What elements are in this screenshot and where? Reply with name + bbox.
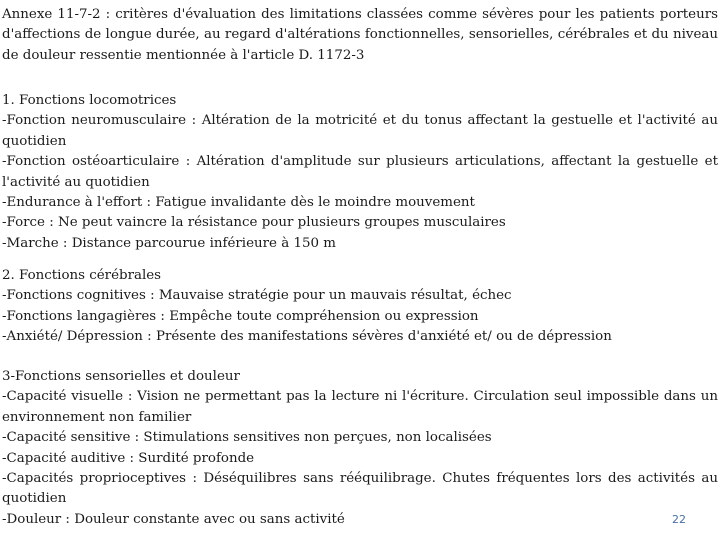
list-item: -Fonctions langagières : Empêche toute compréhension ou expression — [2, 308, 479, 324]
list-item: -Endurance à l'effort : Fatigue invalidante dès le moindre mouvement — [2, 195, 475, 211]
document-title: Annexe 11-7-2 : critères d'évaluation des limitations classées comme sévères pour les patients porteurs d'affections de longue durée, au regard d'altérations fonctionnelles, sensorielles, cérébrales et du niveau de douleur ressentie mentionnée à l'article D. 1172-3 — [2, 7, 718, 63]
list-item: -Fonction ostéoarticulaire : Altération d'amplitude sur plusieurs articulations, affectant la gestuelle et l'activité au quotidien — [2, 154, 718, 190]
list-item: -Force : Ne peut vaincre la résistance pour plusieurs groupes musculaires — [2, 215, 506, 231]
section-locomotor — [2, 91, 718, 254]
section-cerebral — [2, 266, 718, 348]
section-heading: 3-Fonctions sensorielles et douleur — [2, 369, 240, 384]
section-sensory-pain — [2, 367, 718, 530]
section-heading: 2. Fonctions cérébrales — [2, 268, 162, 283]
list-item: -Capacité sensitive : Stimulations sensitives non perçues, non localisées — [2, 430, 492, 446]
list-item: -Capacités proprioceptives : Déséquilibres sans rééquilibrage. Chutes fréquentes lors des activités au quotidien — [2, 471, 718, 507]
list-item: -Marche : Distance parcourue inférieure à 150 m — [2, 235, 336, 251]
list-item: -Capacité visuelle : Vision ne permettant pas la lecture ni l'écriture. Circulation seul impossible dans un environnement non familier — [2, 389, 718, 425]
list-item: -Douleur : Douleur constante avec ou sans activité — [2, 511, 345, 527]
list-item: -Fonctions cognitives : Mauvaise stratégie pour un mauvais résultat, échec — [2, 288, 512, 304]
list-item: -Capacité auditive : Surdité profonde — [2, 450, 255, 466]
section-heading: 1. Fonctions locomotrices — [2, 93, 177, 108]
list-item: -Anxiété/ Dépression : Présente des manifestations sévères d'anxiété et/ ou de dépression — [2, 329, 612, 345]
page-number: 22 — [672, 513, 686, 526]
list-item: -Fonction neuromusculaire : Altération de la motricité et du tonus affectant la gestuelle et l'activité au quotidien — [2, 113, 718, 149]
